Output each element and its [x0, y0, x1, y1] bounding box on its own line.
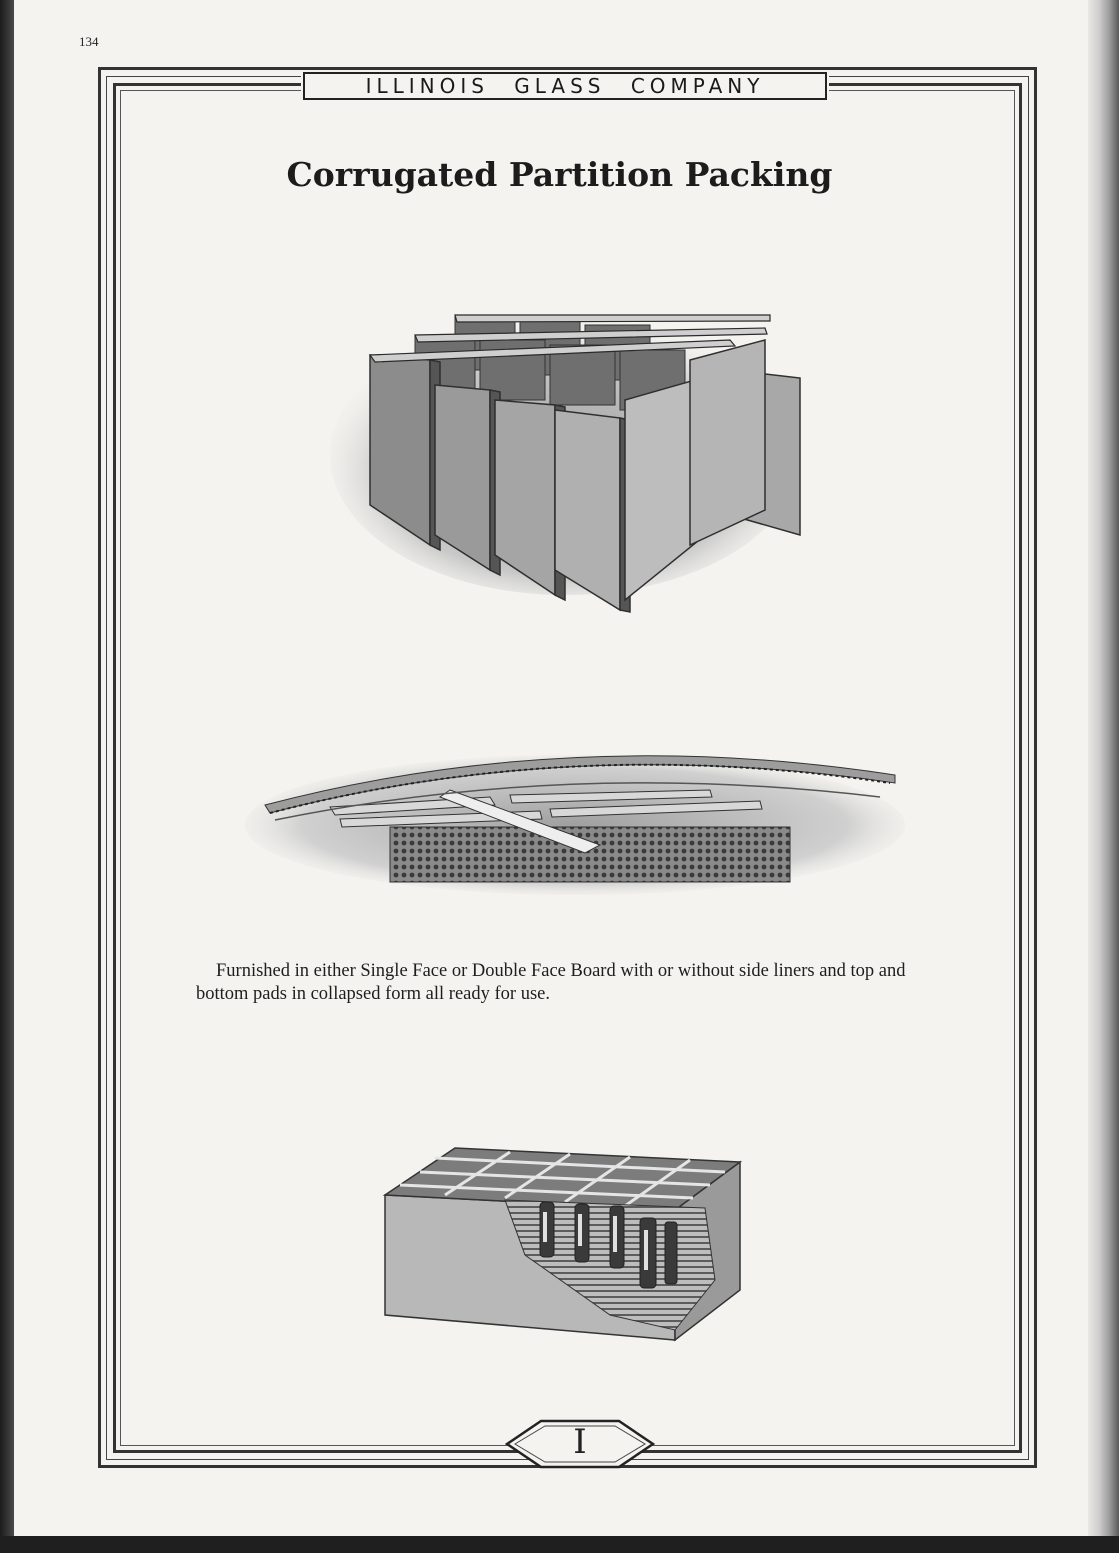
page-title: Corrugated Partition Packing	[286, 155, 833, 194]
company-name: ILLINOIS GLASS COMPANY	[365, 74, 765, 98]
packed-carton-illustration	[375, 1140, 775, 1350]
assembled-partition-illustration	[330, 300, 820, 640]
emblem-letter: I	[573, 1422, 587, 1462]
scan-edge-left	[0, 0, 14, 1553]
scan-edge-bottom	[0, 1536, 1119, 1553]
footer-emblem	[505, 1418, 655, 1470]
collapsed-partition-illustration	[240, 735, 910, 895]
page-number: 134	[79, 34, 99, 49]
company-header	[303, 72, 827, 100]
scan-edge-right	[1088, 0, 1119, 1553]
product-description: Furnished in either Single Face or Double Face Board with or without side liners and top and bottom pads in collapsed form all ready for use.	[196, 961, 906, 1004]
